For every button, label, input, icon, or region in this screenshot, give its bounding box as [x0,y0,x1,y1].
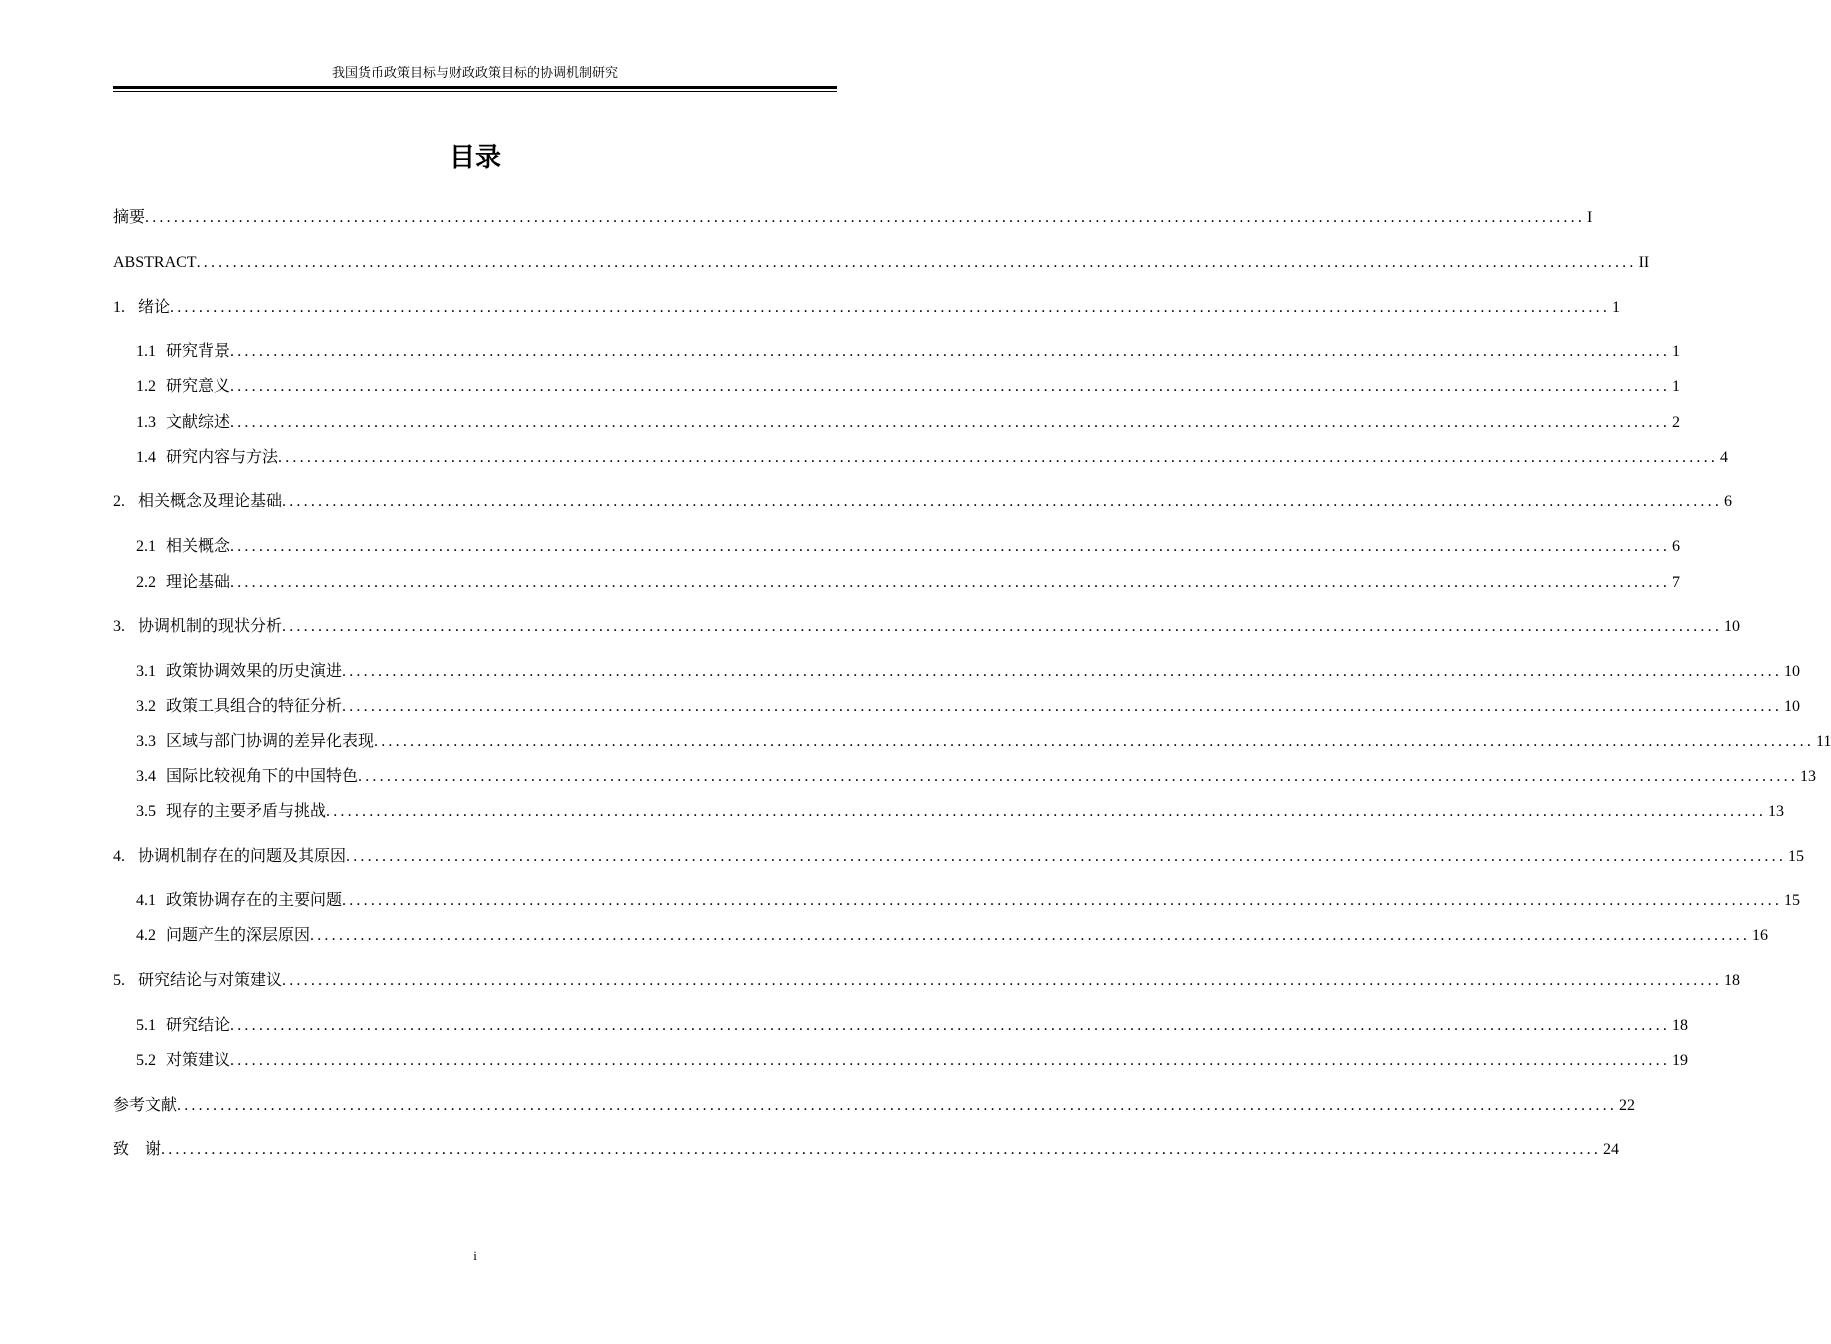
toc-leader-dots: ........................................................................................................................................................................................................ [342,663,1783,680]
toc-entry-chapter-2[interactable] [113,491,1733,513]
toc-entry-page: 4 [1720,449,1729,466]
toc-entry-label: 研究结论与对策建议 [138,972,283,989]
toc-leader-dots: ........................................................................................................................................................................................................ [145,209,1586,226]
toc-leader-dots: ........................................................................................................................................................................................................ [326,803,1767,820]
running-header: 我国货币政策目标与财政政策目标的协调机制研究 [331,65,618,80]
toc-entry-section-5-2[interactable] [136,1050,1689,1072]
toc-entry-label: 协调机制存在的问题及其原因 [138,848,347,865]
toc-entry-page: 10 [1784,698,1801,715]
toc-entry-label: 致 谢 [113,1141,162,1158]
toc-leader-dots: ........................................................................................................................................................................................................ [230,1017,1671,1034]
header-rule-thin [113,91,837,92]
toc-entry-number: 5.2 [136,1052,156,1069]
toc-leader-dots: ........................................................................................................................................................................................................ [282,618,1723,635]
toc-leader-dots: ........................................................................................................................................................................................................ [342,892,1783,909]
toc-entry-section-3-1[interactable] [136,661,1801,683]
toc-entry-label: 研究背景 [166,343,231,360]
toc-entry-page: 7 [1672,574,1681,591]
toc-entry-label: 区域与部门协调的差异化表现 [166,733,375,750]
toc-leader-dots: ........................................................................................................................................................................................................ [161,1141,1602,1158]
toc-entry-page: 18 [1724,972,1741,989]
toc-entry-page: 15 [1788,848,1805,865]
toc-entry-label: 理论基础 [166,574,231,591]
toc-entry-number: 1. [113,299,125,316]
toc-leader-dots: ........................................................................................................................................................................................................ [170,299,1611,316]
toc-entry-label: 研究内容与方法 [166,449,279,466]
toc-entry-acknowledgements[interactable] [113,1139,1620,1161]
toc-leader-dots: ........................................................................................................................................................................................................ [196,254,1637,271]
toc-leader-dots: ........................................................................................................................................................................................................ [346,848,1787,865]
toc-entry-number: 1.1 [136,343,156,360]
toc-entry-section-5-1[interactable] [136,1015,1689,1037]
toc-entry-number: 2. [113,493,125,510]
toc-entry-label: 相关概念 [166,538,231,555]
toc-entry-section-1-3[interactable] [136,412,1681,434]
toc-entry-chapter-1[interactable] [113,297,1621,319]
toc-entry-section-3-2[interactable] [136,696,1801,718]
toc-leader-dots: ........................................................................................................................................................................................................ [358,768,1799,785]
page-number: i [473,1248,477,1263]
toc-entry-page: 13 [1800,768,1817,785]
toc-entry-page: 19 [1672,1052,1689,1069]
toc-entry-section-1-4[interactable] [136,447,1729,469]
toc-entry-section-3-3[interactable] [136,731,1831,753]
toc-entry-page: 2 [1672,414,1681,431]
toc-entry-section-3-4[interactable] [136,766,1817,788]
toc-entry-page: 11 [1816,733,1831,750]
toc-entry-chapter-5[interactable] [113,970,1741,992]
toc-entry-number: 1.4 [136,449,156,466]
toc-entry-section-4-1[interactable] [136,890,1801,912]
toc-entry-chapter-3[interactable] [113,616,1741,638]
toc-entry-abstract-en[interactable] [113,252,1650,274]
toc-leader-dots: ........................................................................................................................................................................................................ [230,343,1671,360]
toc-entry-abstract-cn[interactable] [113,207,1593,229]
toc-entry-label: 政策协调效果的历史演进 [166,663,343,680]
toc-entry-label: 文献综述 [166,414,231,431]
toc-entry-label: 参考文献 [113,1097,178,1114]
header-rule-thick [113,86,837,89]
toc-entry-page: 6 [1724,493,1733,510]
toc-entry-section-2-2[interactable] [136,572,1681,594]
toc-entry-label: ABSTRACT [113,254,197,271]
toc-entry-page: 15 [1784,892,1801,909]
toc-leader-dots: ........................................................................................................................................................................................................ [374,733,1815,750]
toc-entry-page: 22 [1619,1097,1636,1114]
toc-entry-label: 现存的主要矛盾与挑战 [166,803,327,820]
toc-entry-section-2-1[interactable] [136,536,1681,558]
toc-entry-label: 政策协调存在的主要问题 [166,892,343,909]
toc-entry-section-1-1[interactable] [136,341,1681,363]
toc-entry-label: 对策建议 [166,1052,231,1069]
toc-title: 目录 [448,143,501,173]
toc-entry-number: 3.4 [136,768,156,785]
toc-entry-page: 1 [1672,343,1681,360]
toc-entry-number: 1.3 [136,414,156,431]
toc-leader-dots: ........................................................................................................................................................................................................ [282,972,1723,989]
toc-leader-dots: ........................................................................................................................................................................................................ [282,493,1723,510]
toc-entry-page: II [1638,254,1650,271]
toc-entry-page: 16 [1752,927,1769,944]
toc-entry-number: 3.2 [136,698,156,715]
toc-entry-number: 5. [113,972,125,989]
toc-leader-dots: ........................................................................................................................................................................................................ [342,698,1783,715]
toc-entry-page: 18 [1672,1017,1689,1034]
toc-leader-dots: ........................................................................................................................................................................................................ [230,574,1671,591]
toc-entry-number: 4.2 [136,927,156,944]
toc-entry-label: 协调机制的现状分析 [138,618,283,635]
toc-entry-number: 2.2 [136,574,156,591]
toc-entry-page: 24 [1603,1141,1620,1158]
toc-entry-section-4-2[interactable] [136,925,1769,947]
toc-entry-page: 6 [1672,538,1681,555]
toc-entry-number: 3. [113,618,125,635]
toc-entry-label: 相关概念及理论基础 [138,493,283,510]
toc-entry-label: 绪论 [138,299,171,316]
toc-entry-section-1-2[interactable] [136,376,1681,398]
toc-entry-page: I [1587,209,1593,226]
toc-entry-label: 摘要 [113,209,146,226]
toc-entry-label: 问题产生的深层原因 [166,927,311,944]
toc-entry-page: 10 [1784,663,1801,680]
toc-entry-number: 5.1 [136,1017,156,1034]
toc-entry-label: 研究意义 [166,378,231,395]
toc-entry-number: 3.5 [136,803,156,820]
toc-entry-number: 3.3 [136,733,156,750]
toc-entry-label: 政策工具组合的特征分析 [166,698,343,715]
toc-entry-section-3-5[interactable] [136,801,1785,823]
toc-entry-page: 1 [1612,299,1621,316]
toc-entry-chapter-4[interactable] [113,846,1805,868]
toc-leader-dots: ........................................................................................................................................................................................................ [230,414,1671,431]
toc-entry-number: 4. [113,848,125,865]
toc-entry-number: 3.1 [136,663,156,680]
toc-leader-dots: ........................................................................................................................................................................................................ [278,449,1719,466]
toc-leader-dots: ........................................................................................................................................................................................................ [310,927,1751,944]
toc-entry-number: 1.2 [136,378,156,395]
toc-entry-page: 13 [1768,803,1785,820]
toc-entry-number: 4.1 [136,892,156,909]
toc-leader-dots: ........................................................................................................................................................................................................ [230,538,1671,555]
toc-leader-dots: ........................................................................................................................................................................................................ [230,378,1671,395]
toc-entry-page: 10 [1724,618,1741,635]
toc-entry-label: 国际比较视角下的中国特色 [166,768,359,785]
toc-entry-references[interactable] [113,1095,1636,1117]
toc-leader-dots: ........................................................................................................................................................................................................ [177,1097,1618,1114]
toc-entry-label: 研究结论 [166,1017,231,1034]
toc-leader-dots: ........................................................................................................................................................................................................ [230,1052,1671,1069]
toc-entry-number: 2.1 [136,538,156,555]
toc-entry-page: 1 [1672,378,1681,395]
